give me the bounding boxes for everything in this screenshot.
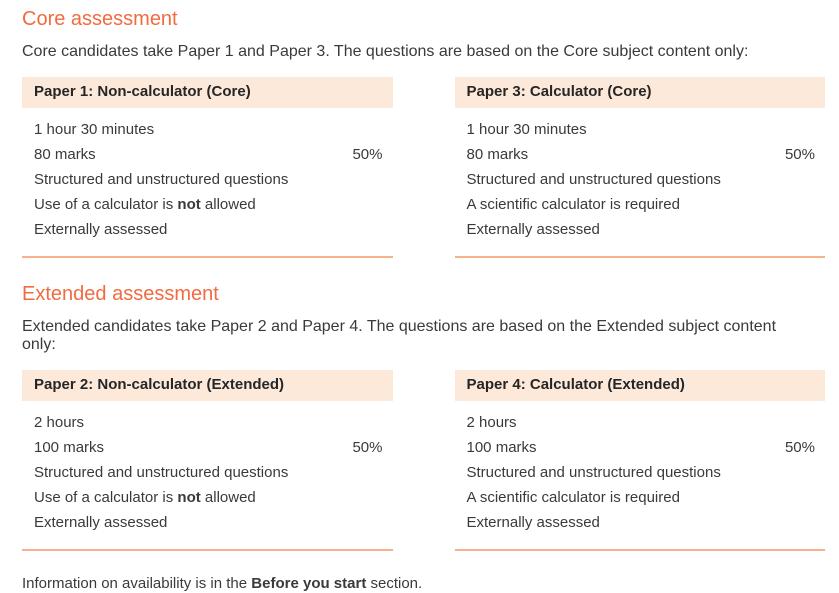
paper-assessment-row bbox=[34, 510, 383, 535]
availability-note-post: section. bbox=[366, 575, 423, 592]
extended-intro-line-1: Extended candidates take Paper 2 and Paper 4. The questions are based on the Extended subject content bbox=[22, 318, 777, 335]
paper-4-underline bbox=[455, 549, 826, 551]
paper-2-card bbox=[22, 370, 393, 551]
paper-2-underline bbox=[22, 549, 393, 551]
paper-marks-row bbox=[34, 142, 383, 167]
paper-marks: 80 marks bbox=[466, 146, 529, 163]
paper-duration: 2 hours bbox=[466, 414, 517, 431]
paper-questions-row bbox=[467, 167, 816, 192]
paper-marks-row bbox=[467, 142, 816, 167]
paper-marks: 100 marks bbox=[466, 439, 537, 456]
paper-marks-row bbox=[467, 435, 816, 460]
paper-question-type: Structured and unstructured questions bbox=[34, 171, 289, 188]
paper-3-underline bbox=[455, 256, 826, 258]
paper-duration-row bbox=[467, 410, 816, 435]
paper-weighting: 50% bbox=[352, 146, 383, 163]
availability-note-bold: Before you start bbox=[251, 575, 367, 592]
paper-assessment-type: Externally assessed bbox=[34, 514, 168, 531]
paper-questions-row bbox=[34, 167, 383, 192]
paper-calculator-policy bbox=[34, 485, 256, 510]
paper-assessment-type: Externally assessed bbox=[34, 221, 168, 238]
paper-4-card bbox=[455, 370, 826, 551]
paper-duration: 2 hours bbox=[34, 414, 85, 431]
extended-intro-line-2: only: bbox=[22, 336, 56, 353]
paper-assessment-row bbox=[34, 217, 383, 242]
paper-calculator-row bbox=[467, 192, 816, 217]
paper-weighting: 50% bbox=[784, 439, 815, 456]
paper-question-type: Structured and unstructured questions bbox=[466, 171, 721, 188]
calculator-policy-pre: Use of a calculator is bbox=[34, 489, 178, 506]
core-intro-line-1: Core candidates take Paper 1 and Paper 3. The questions are based on the Core subject content only: bbox=[22, 43, 749, 60]
paper-3-details bbox=[455, 108, 826, 242]
paper-4-title: Paper 4: Calculator (Extended) bbox=[455, 370, 826, 401]
calculator-policy-bold: not bbox=[177, 196, 201, 213]
paper-marks-row bbox=[34, 435, 383, 460]
calculator-policy-pre: A scientific calculator is required bbox=[466, 489, 680, 506]
paper-2-title: Paper 2: Non-calculator (Extended) bbox=[22, 370, 393, 401]
paper-weighting: 50% bbox=[352, 439, 383, 456]
paper-calculator-policy bbox=[467, 192, 680, 217]
paper-calculator-row bbox=[34, 485, 383, 510]
calculator-policy-bold: not bbox=[177, 489, 201, 506]
paper-duration: 1 hour 30 minutes bbox=[34, 121, 155, 138]
extended-assessment-heading: Extended assessment bbox=[22, 283, 219, 305]
paper-calculator-row bbox=[467, 485, 816, 510]
calculator-policy-post: allowed bbox=[200, 489, 256, 506]
paper-marks: 80 marks bbox=[34, 146, 96, 163]
paper-4-details bbox=[455, 401, 826, 535]
paper-duration-row bbox=[467, 117, 816, 142]
calculator-policy-pre: A scientific calculator is required bbox=[466, 196, 680, 213]
paper-3-title: Paper 3: Calculator (Core) bbox=[455, 77, 826, 108]
paper-duration: 1 hour 30 minutes bbox=[466, 121, 587, 138]
paper-assessment-type: Externally assessed bbox=[466, 514, 600, 531]
paper-questions-row bbox=[34, 460, 383, 485]
calculator-policy-post: allowed bbox=[200, 196, 256, 213]
calculator-policy-pre: Use of a calculator is bbox=[34, 196, 178, 213]
paper-calculator-row bbox=[34, 192, 383, 217]
paper-duration-row bbox=[34, 117, 383, 142]
paper-duration-row bbox=[34, 410, 383, 435]
availability-note-pre: Information on availability is in the bbox=[22, 575, 252, 592]
paper-1-title: Paper 1: Non-calculator (Core) bbox=[22, 77, 393, 108]
core-assessment-heading: Core assessment bbox=[22, 8, 178, 30]
core-papers-row bbox=[22, 77, 825, 258]
paper-1-details bbox=[22, 108, 393, 242]
paper-1-underline bbox=[22, 256, 393, 258]
paper-questions-row bbox=[467, 460, 816, 485]
paper-question-type: Structured and unstructured questions bbox=[34, 464, 289, 481]
paper-calculator-policy bbox=[467, 485, 680, 510]
paper-assessment-row bbox=[467, 217, 816, 242]
paper-marks: 100 marks bbox=[34, 439, 105, 456]
paper-2-details bbox=[22, 401, 393, 535]
paper-1-card bbox=[22, 77, 393, 258]
paper-weighting: 50% bbox=[784, 146, 815, 163]
paper-assessment-row bbox=[467, 510, 816, 535]
paper-assessment-type: Externally assessed bbox=[466, 221, 600, 238]
paper-3-card bbox=[455, 77, 826, 258]
extended-papers-row bbox=[22, 370, 825, 551]
paper-calculator-policy bbox=[34, 192, 256, 217]
paper-question-type: Structured and unstructured questions bbox=[466, 464, 721, 481]
